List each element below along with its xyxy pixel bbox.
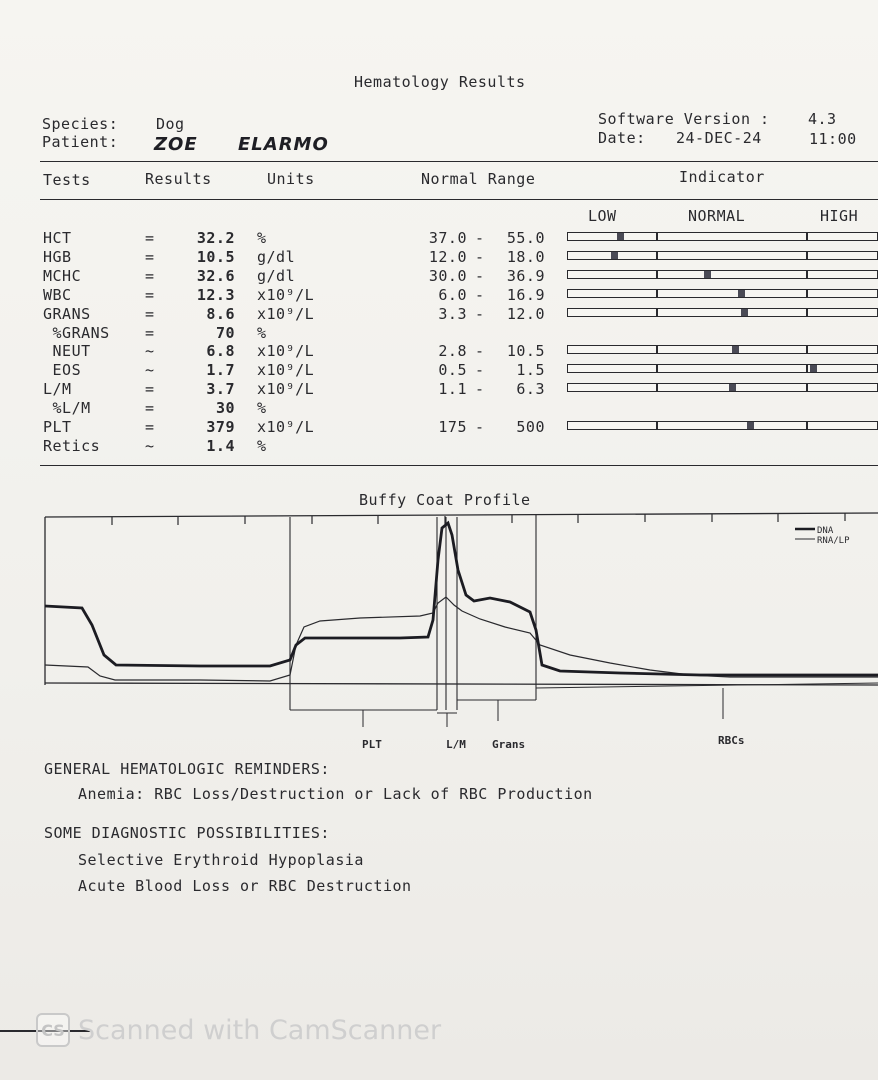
- result-unit: %: [257, 324, 267, 342]
- region-label-lm: L/M: [446, 738, 466, 751]
- indicator-segment: [657, 251, 807, 260]
- region-dividers: [290, 515, 536, 710]
- report-time: 11:00: [809, 130, 857, 148]
- range-low: 175: [438, 418, 467, 436]
- indicator-segment: [567, 308, 657, 317]
- indicator-segment: [807, 364, 878, 373]
- indicator-marker: [747, 422, 754, 429]
- result-unit: %: [257, 229, 267, 247]
- result-unit: x10⁹/L: [257, 305, 315, 323]
- range-dash: -: [475, 286, 485, 304]
- indicator-bar: [567, 270, 878, 279]
- indicator-marker: [810, 365, 817, 372]
- diagnostic-item: Acute Blood Loss or RBC Destruction: [78, 877, 412, 895]
- indicator-bar: [567, 421, 878, 430]
- indicator-segment: [807, 251, 878, 260]
- chart-legend: [795, 526, 850, 546]
- result-unit: g/dl: [257, 248, 296, 266]
- result-value: 379: [206, 418, 235, 436]
- range-low: 12.0: [428, 248, 467, 266]
- indicator-segment: [807, 345, 878, 354]
- scale-low: LOW: [588, 207, 617, 225]
- indicator-segment: [567, 270, 657, 279]
- header-rule-bottom: [40, 199, 878, 200]
- region-label-grans: Grans: [492, 738, 526, 751]
- range-low: 37.0: [428, 229, 467, 247]
- indicator-bar: [567, 383, 878, 392]
- indicator-segment: [657, 289, 807, 298]
- range-low: 30.0: [428, 267, 467, 285]
- range-high: 36.9: [506, 267, 545, 285]
- test-name: HGB: [43, 248, 72, 266]
- test-name: L/M: [43, 380, 72, 398]
- indicator-marker: [617, 233, 624, 240]
- indicator-segment: [657, 232, 807, 241]
- indicator-marker: [611, 252, 618, 259]
- region-brackets: [290, 683, 878, 727]
- indicator-marker: [732, 346, 739, 353]
- result-value: 1.7: [206, 361, 235, 379]
- result-value: 8.6: [206, 305, 235, 323]
- range-low: 3.3: [438, 305, 467, 323]
- result-operator: =: [145, 399, 155, 417]
- result-unit: %: [257, 399, 267, 417]
- range-dash: -: [475, 305, 485, 323]
- result-value: 6.8: [206, 342, 235, 360]
- result-operator: ~: [145, 361, 155, 379]
- test-name: NEUT: [43, 342, 91, 360]
- scale-high: HIGH: [820, 207, 859, 225]
- result-unit: x10⁹/L: [257, 361, 315, 379]
- software-label: Software Version :: [598, 110, 770, 128]
- legend-dna-label: DNA: [817, 526, 834, 536]
- test-name: %L/M: [43, 399, 91, 417]
- range-dash: -: [475, 229, 485, 247]
- region-label-plt: PLT: [362, 738, 382, 751]
- buffy-coat-chart: [0, 505, 878, 755]
- range-dash: -: [475, 361, 485, 379]
- range-high: 1.5: [516, 361, 545, 379]
- indicator-segment: [807, 421, 878, 430]
- range-dash: -: [475, 267, 485, 285]
- result-value: 10.5: [196, 248, 235, 266]
- result-operator: ~: [145, 437, 155, 455]
- range-low: 2.8: [438, 342, 467, 360]
- date-label: Date:: [598, 129, 646, 147]
- result-unit: x10⁹/L: [257, 342, 315, 360]
- indicator-segment: [567, 383, 657, 392]
- range-high: 500: [516, 418, 545, 436]
- diagnostics-heading: SOME DIAGNOSTIC POSSIBILITIES:: [44, 824, 330, 842]
- indicator-bar: [567, 289, 878, 298]
- indicator-segment: [807, 383, 878, 392]
- range-low: 6.0: [438, 286, 467, 304]
- result-value: 32.2: [196, 229, 235, 247]
- patient-first-name: ZOE: [154, 134, 198, 155]
- result-unit: x10⁹/L: [257, 286, 315, 304]
- result-value: 12.3: [196, 286, 235, 304]
- indicator-segment: [567, 364, 657, 373]
- result-value: 32.6: [196, 267, 235, 285]
- col-header-results: Results: [145, 170, 212, 188]
- reminders-heading: GENERAL HEMATOLOGIC REMINDERS:: [44, 760, 330, 778]
- indicator-bar: [567, 308, 878, 317]
- test-name: PLT: [43, 418, 72, 436]
- test-name: HCT: [43, 229, 72, 247]
- indicator-segment: [567, 421, 657, 430]
- result-operator: =: [145, 418, 155, 436]
- range-dash: -: [475, 342, 485, 360]
- results-rule: [40, 465, 878, 466]
- range-high: 16.9: [506, 286, 545, 304]
- indicator-marker: [704, 271, 711, 278]
- col-header-range: Normal Range: [421, 170, 536, 188]
- buffy-title: Buffy Coat Profile: [359, 491, 531, 509]
- test-name: EOS: [43, 361, 82, 379]
- range-dash: -: [475, 418, 485, 436]
- range-high: 10.5: [506, 342, 545, 360]
- indicator-bar: [567, 251, 878, 260]
- camscanner-text: Scanned with CamScanner: [78, 1014, 442, 1046]
- result-value: 3.7: [206, 380, 235, 398]
- result-value: 70: [215, 324, 235, 342]
- reminder-item: Anemia: RBC Loss/Destruction or Lack of RBC Production: [78, 785, 593, 803]
- result-value: 1.4: [206, 437, 235, 455]
- result-operator: =: [145, 229, 155, 247]
- result-operator: =: [145, 324, 155, 342]
- region-label-rbcs: RBCs: [718, 734, 745, 747]
- report-date: 24-DEC-24: [676, 129, 762, 147]
- camscanner-watermark: [36, 1012, 441, 1048]
- range-high: 12.0: [506, 305, 545, 323]
- dna-curve: [45, 523, 878, 675]
- result-unit: x10⁹/L: [257, 418, 315, 436]
- test-name: GRANS: [43, 305, 91, 323]
- diagnostic-item: Selective Erythroid Hypoplasia: [78, 851, 364, 869]
- col-header-tests: Tests: [43, 171, 91, 189]
- species-label: Species:: [42, 115, 119, 133]
- camscanner-logo: CS: [36, 1013, 70, 1047]
- result-operator: =: [145, 267, 155, 285]
- range-high: 6.3: [516, 380, 545, 398]
- rna-lp-curve: [45, 597, 878, 681]
- col-header-units: Units: [267, 170, 315, 188]
- indicator-segment: [567, 345, 657, 354]
- result-unit: g/dl: [257, 267, 296, 285]
- range-low: 0.5: [438, 361, 467, 379]
- indicator-segment: [657, 270, 807, 279]
- indicator-bar: [567, 345, 878, 354]
- range-high: 55.0: [506, 229, 545, 247]
- indicator-marker: [741, 309, 748, 316]
- species-value: Dog: [156, 115, 185, 133]
- range-dash: -: [475, 380, 485, 398]
- result-unit: x10⁹/L: [257, 380, 315, 398]
- indicator-segment: [657, 364, 807, 373]
- legend-rna-label: RNA/LP: [817, 536, 850, 546]
- indicator-segment: [657, 308, 807, 317]
- indicator-segment: [567, 232, 657, 241]
- report-title: Hematology Results: [354, 73, 526, 91]
- indicator-marker: [729, 384, 736, 391]
- indicator-segment: [807, 270, 878, 279]
- col-header-indicator: Indicator: [679, 168, 765, 186]
- range-low: 1.1: [438, 380, 467, 398]
- test-name: WBC: [43, 286, 72, 304]
- indicator-segment: [657, 421, 807, 430]
- indicator-bar: [567, 232, 878, 241]
- range-high: 18.0: [506, 248, 545, 266]
- patient-label: Patient:: [42, 133, 119, 151]
- indicator-segment: [807, 232, 878, 241]
- scale-normal: NORMAL: [688, 207, 746, 225]
- result-operator: ~: [145, 342, 155, 360]
- indicator-segment: [807, 308, 878, 317]
- result-unit: %: [257, 437, 267, 455]
- indicator-segment: [807, 289, 878, 298]
- header-rule-top: [40, 161, 878, 162]
- result-operator: =: [145, 248, 155, 266]
- indicator-bar: [567, 364, 878, 373]
- test-name: MCHC: [43, 267, 82, 285]
- software-version: 4.3: [808, 110, 837, 128]
- result-operator: =: [145, 380, 155, 398]
- result-value: 30: [215, 399, 235, 417]
- result-operator: =: [145, 286, 155, 304]
- result-operator: =: [145, 305, 155, 323]
- indicator-marker: [738, 290, 745, 297]
- indicator-segment: [567, 289, 657, 298]
- patient-last-name: ELARMO: [238, 134, 329, 155]
- range-dash: -: [475, 248, 485, 266]
- test-name: %GRANS: [43, 324, 110, 342]
- chart-frame: [45, 513, 878, 685]
- test-name: Retics: [43, 437, 101, 455]
